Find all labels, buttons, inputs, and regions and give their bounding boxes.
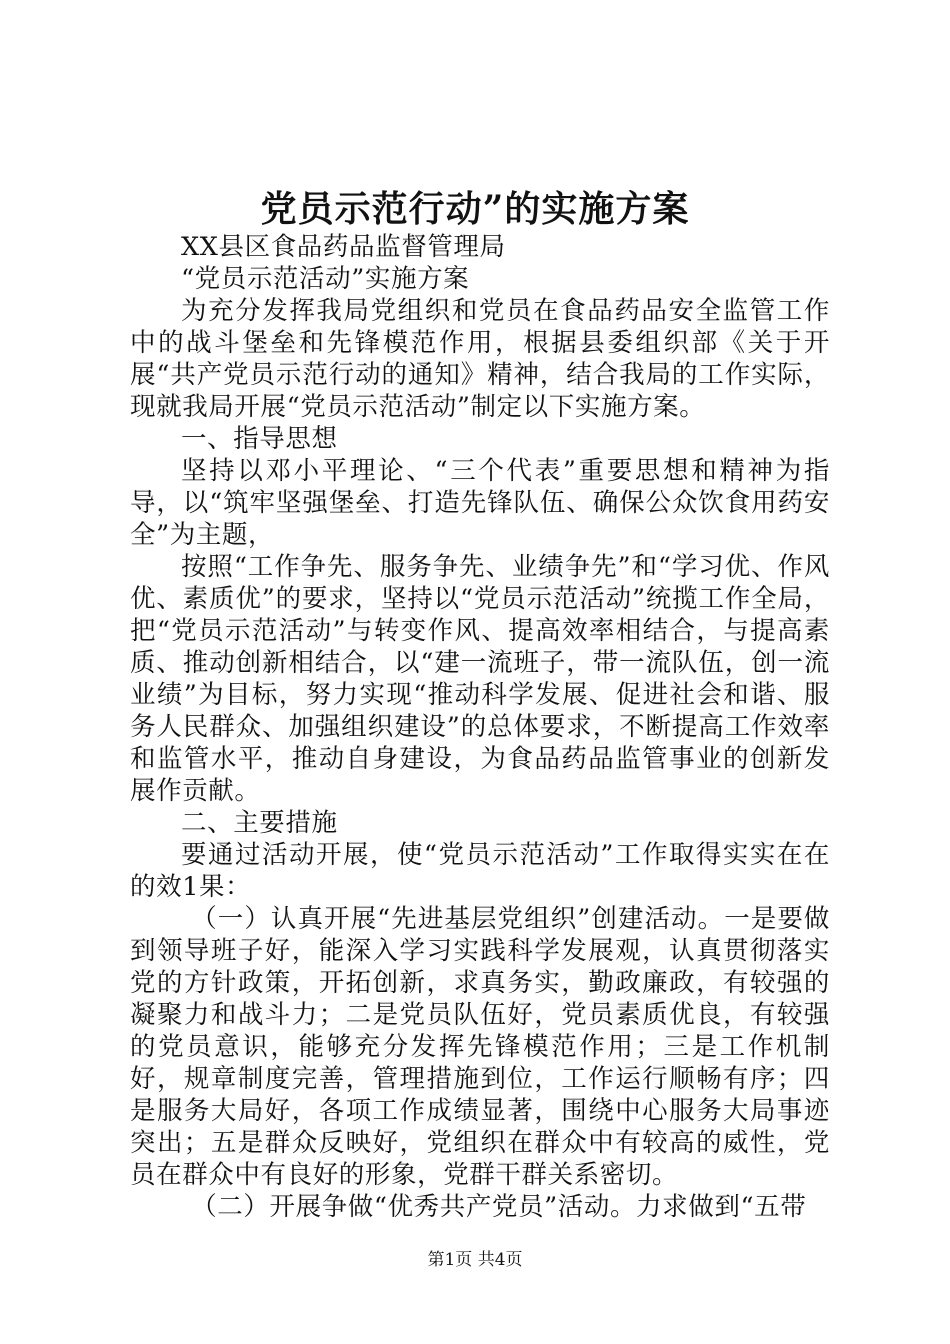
heading-guiding-ideology: 一、指导思想 [181,424,338,454]
document-body [130,231,830,1223]
paragraph-intro: 为充分发挥我局党组织和党员在食品药品安全监管工作中的战斗堡垒和先锋模范作用，根据县委组织部《关于开展“共产党员示范行动的通知》精神，结合我局的工作实际，现就我局开展“党员示范活动”制定以下实施方案。 [130,296,830,422]
page-footer: 第1页 共4页 [427,1250,523,1270]
document-title: 党员示范行动”的实施方案 [260,188,690,230]
paragraph-plan-name: “党员示范活动”实施方案 [181,264,470,294]
paragraph-requirements: 按照“工作争先、服务争先、业绩争先”和“学习优、作风优、素质优”的要求，坚持以“党员示范活动”统揽工作全局，把“党员示范活动”与转变作风、提高效率相结合，与提高素质、推动创新相结合，以“建一流班子，带一流队伍，创一流业绩”为目标，努力实现“推动科学发展、促进社会和谐、服务人民群众、加强组织建设”的总体要求，不断提高工作效率和监管水平，推动自身建设，为食品药品监管事业的创新发展作贡献。 [130,552,830,806]
paragraph-organization: XX县区食品药品监督管理局 [181,232,506,262]
heading-main-measures: 二、主要措施 [181,808,338,838]
paragraph-measure-one: （一）认真开展“先进基层党组织”创建活动。一是要做到领导班子好，能深入学习实践科学发展观，认真贯彻落实党的方针政策，开拓创新，求真务实，勤政廉政，有较强的凝聚力和战斗力；二是党员队伍好，党员素质优良，有较强的党员意识，能够充分发挥先锋模范作用；三是工作机制好，规章制度完善，管理措施到位，工作运行顺畅有序；四是服务大局好，各项工作成绩显著，围绕中心服务大局事迹突出；五是群众反映好，党组织在群众中有较高的威性，党员在群众中有良好的形象，党群干群关系密切。 [130,904,830,1190]
paragraph-main-measures: 要通过活动开展，使“党员示范活动”工作取得实实在在的效1果： [130,840,830,902]
paragraph-guiding-ideology: 坚持以邓小平理论、“三个代表”重要思想和精神为指导，以“筑牢坚强堡垒、打造先锋队伍、确保公众饮食用药安全”为主题， [130,456,830,550]
paragraph-measure-two: （二）开展争做“优秀共产党员”活动。力求做到“五带 [191,1192,807,1222]
